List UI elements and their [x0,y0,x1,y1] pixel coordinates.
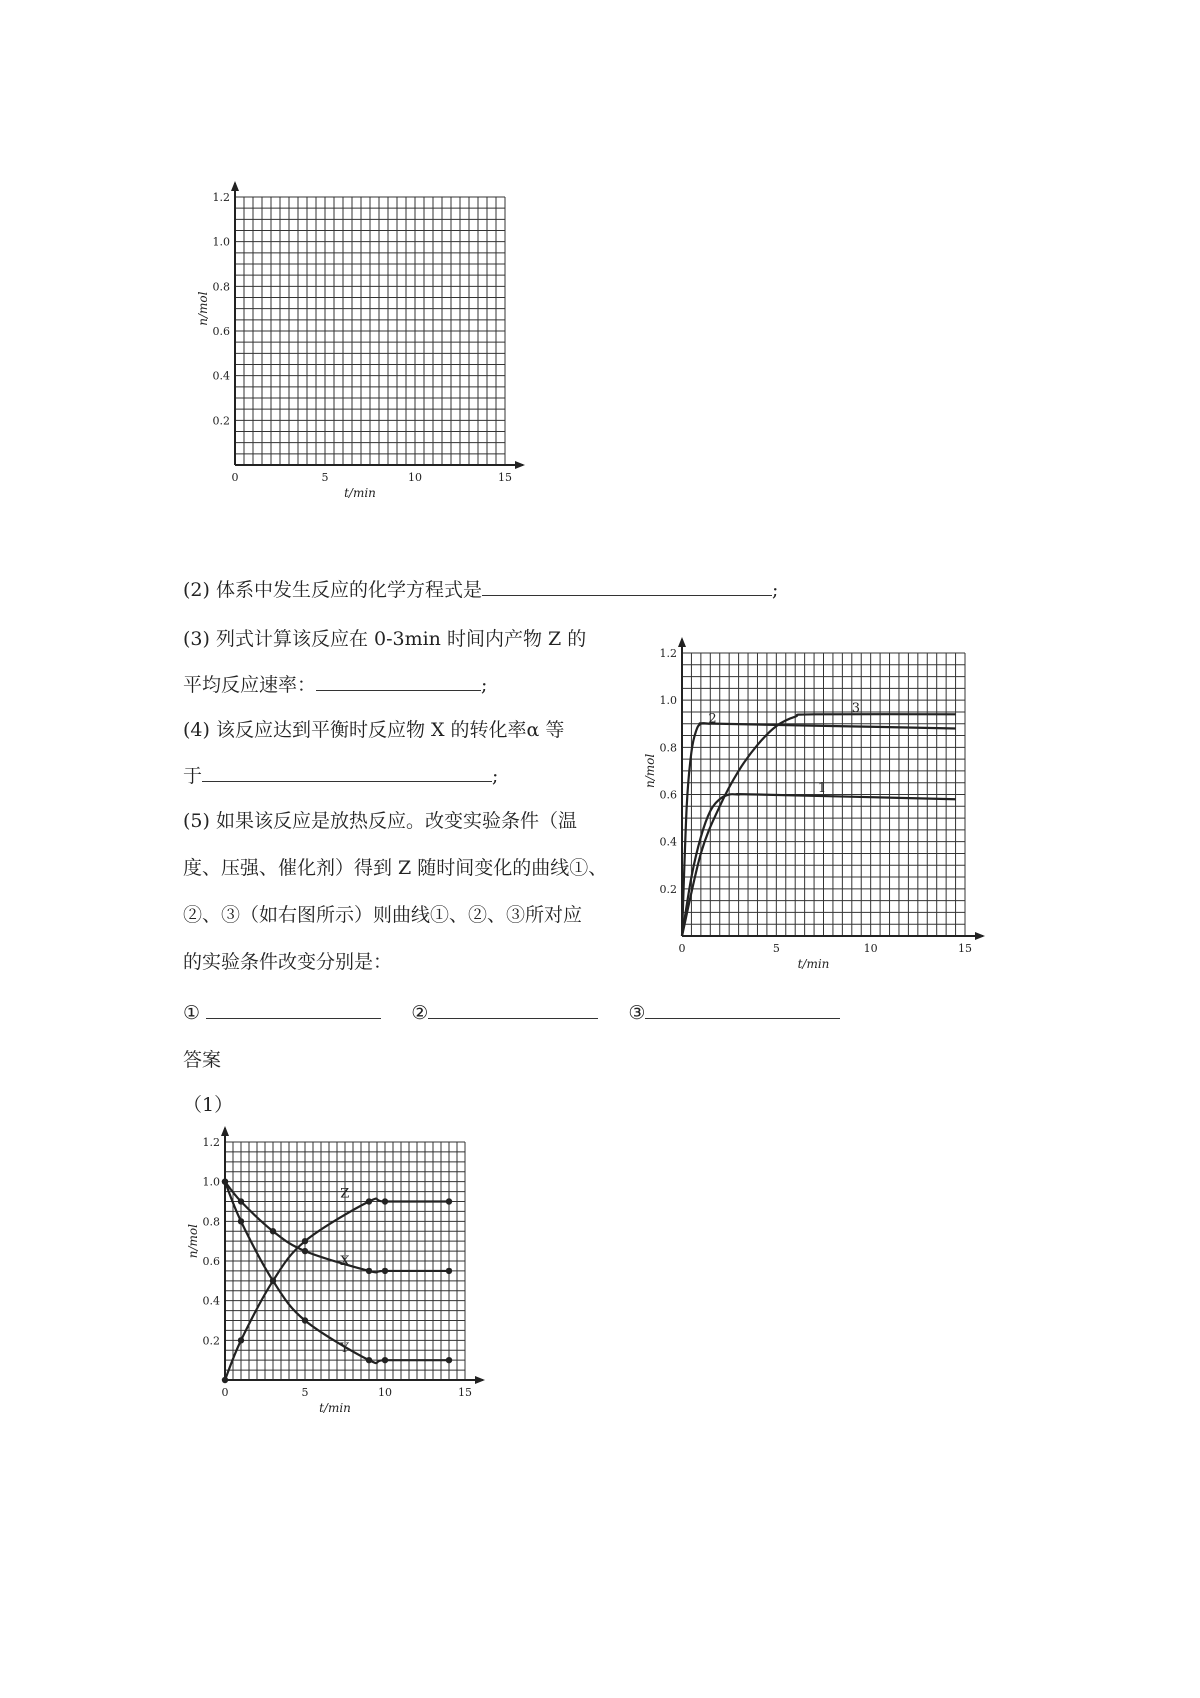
question-4-line-1: (4) 该反应达到平衡时反应物 X 的转化率α 等 [183,719,565,741]
x-tick-label: 10 [378,1386,392,1399]
y-tick-label: 1.2 [202,1136,220,1149]
x-tick-label: 0 [678,942,686,955]
data-point-x [382,1268,388,1274]
data-point-x [446,1268,452,1274]
series-label-1: 1 [817,781,827,797]
data-point-z [222,1377,228,1383]
x-tick-label: 10 [408,471,422,484]
x-axis-label: t/min [797,957,830,971]
answer-blank-1[interactable] [206,1000,381,1019]
answer-blank-3[interactable] [645,1000,840,1019]
x-tick-label: 5 [772,942,780,955]
data-point-y [302,1317,308,1323]
x-axis-label: t/min [344,486,376,500]
data-point-y [382,1357,388,1363]
answer-chart [185,1120,475,1420]
x-tick-label: 5 [321,471,329,484]
answer-blank[interactable] [202,763,492,782]
x-axis-label: t/min [319,1401,351,1415]
y-tick-label: 0.6 [659,788,677,802]
data-point-x [270,1228,276,1234]
series-label-2: 2 [708,711,717,727]
y-axis-arrow-icon [678,637,686,647]
data-point-z [366,1198,372,1204]
empty-grid-chart [190,185,512,500]
data-point-y [446,1357,452,1363]
y-tick-label: 1.0 [212,235,230,249]
x-axis-arrow-icon [975,932,985,940]
y-tick-label: 0.2 [202,1334,220,1348]
y-axis-label: n/mol [643,753,657,789]
x-axis-arrow-icon [475,1376,485,1384]
answer-part-1: （1） [183,1094,234,1116]
data-point-z [270,1278,276,1284]
question-3-line-1: (3) 列式计算该反应在 0-3min 时间内产物 Z 的 [183,628,587,650]
data-point-z [382,1198,388,1204]
data-point-y [238,1218,244,1224]
series-label-3: 3 [851,700,861,716]
data-point-y [366,1357,372,1363]
y-tick-label: 0.4 [202,1294,220,1308]
x-tick-label: 0 [231,471,239,484]
x-tick-label: 15 [958,942,972,955]
y-tick-label: 0.2 [659,882,677,896]
y-tick-label: 1.2 [659,647,677,660]
y-tick-label: 1.2 [212,191,230,204]
question-5-line-2: 度、压强、催化剂）得到 Z 随时间变化的曲线①、 [183,857,608,879]
y-tick-label: 0.2 [212,414,230,428]
x-tick-label: 15 [498,471,512,484]
data-point-y [222,1178,228,1184]
answer-blank[interactable] [482,577,772,596]
question-5-blanks: ① ② ③ [183,1000,840,1025]
y-tick-label: 0.8 [202,1215,220,1229]
y-axis-label: n/mol [196,291,210,326]
data-point-x [238,1198,244,1204]
conditions-chart [625,625,1000,980]
series-label-z: Z [340,1186,350,1202]
x-tick-label: 5 [301,1386,309,1399]
data-point-x [302,1248,308,1254]
y-tick-label: 0.6 [212,325,230,338]
y-axis-arrow-icon [221,1126,229,1136]
y-tick-label: 1.0 [202,1175,220,1189]
x-tick-label: 10 [863,942,878,955]
question-5-line-4: 的实验条件改变分别是： [183,951,393,973]
question-3-line-2: 平均反应速率： ; [183,674,488,696]
y-tick-label: 1.0 [659,694,677,708]
y-tick-label: 0.8 [659,741,677,755]
data-point-x [366,1268,372,1274]
data-point-z [302,1238,308,1244]
data-point-z [446,1198,452,1204]
series-label-y: Y [340,1341,349,1357]
x-tick-label: 15 [458,1386,472,1399]
y-tick-label: 0.8 [212,280,230,294]
x-axis-arrow-icon [515,461,525,469]
y-axis-label: n/mol [186,1224,200,1259]
question-2: (2) 体系中发生反应的化学方程式是 ; [183,579,779,601]
y-axis-arrow-icon [231,181,239,191]
x-tick-label: 0 [221,1386,229,1399]
answer-heading: 答案 [183,1049,222,1071]
question-4-line-2: 于 ; [183,765,499,787]
series-label-x: X [340,1253,350,1269]
answer-blank[interactable] [316,672,481,691]
question-5-line-3: ②、③（如右图所示）则曲线①、②、③所对应 [183,904,583,926]
answer-blank-2[interactable] [428,1000,598,1019]
y-tick-label: 0.6 [202,1255,220,1268]
question-5-line-1: (5) 如果该反应是放热反应。改变实验条件（温 [183,810,577,832]
y-tick-label: 0.4 [659,835,677,849]
y-tick-label: 0.4 [212,369,230,383]
data-point-z [238,1337,244,1343]
